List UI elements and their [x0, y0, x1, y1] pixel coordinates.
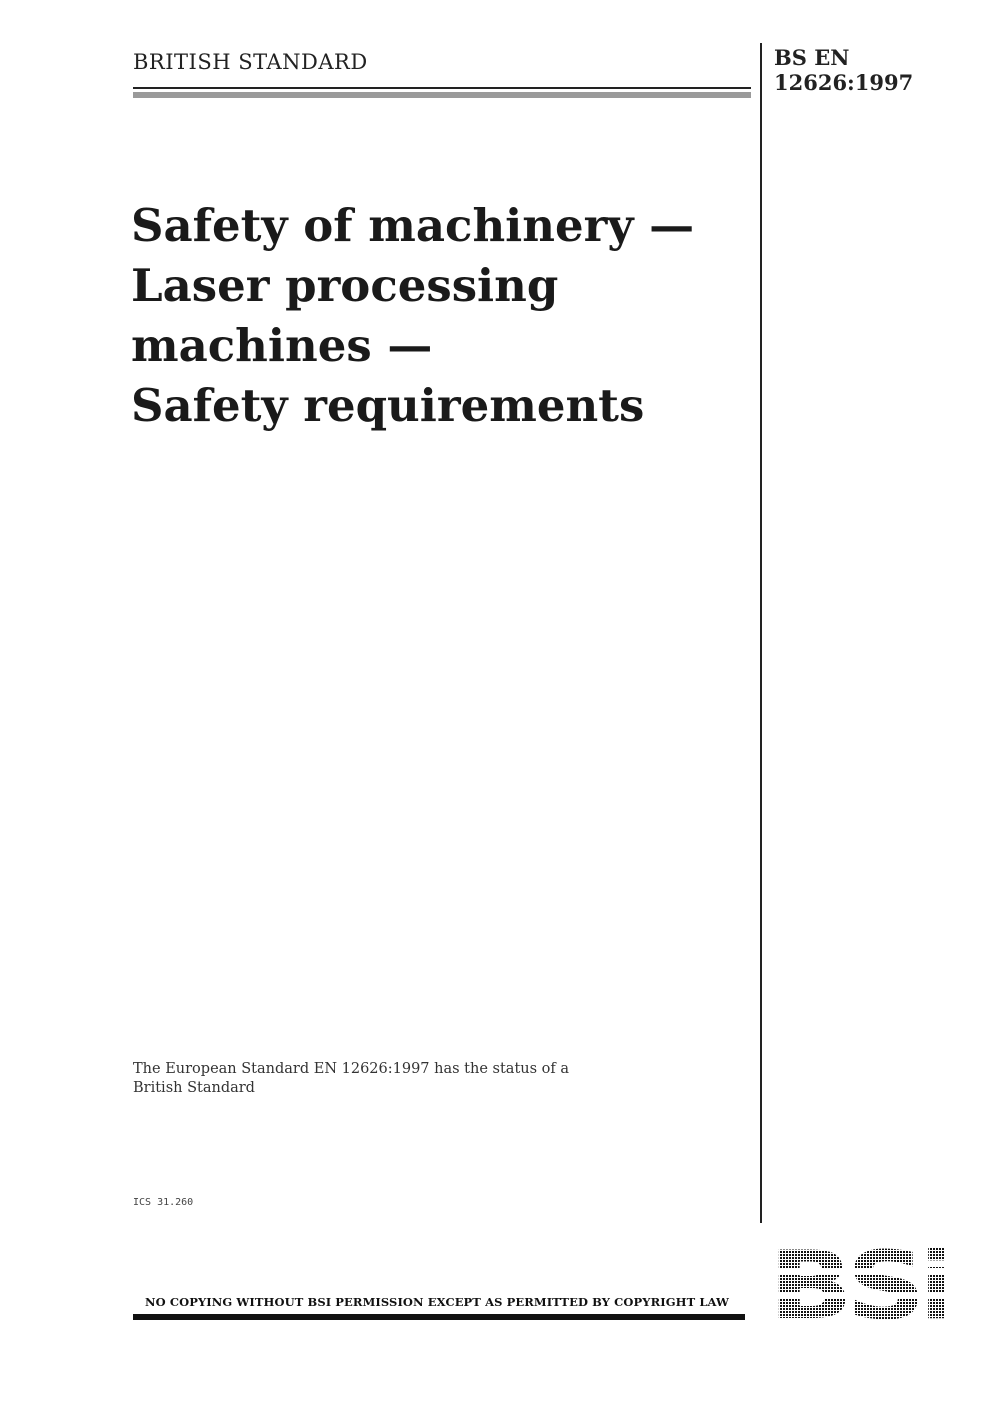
header-rule-thin: [133, 87, 751, 89]
status-line-1: The European Standard EN 12626:1997 has the status of a: [133, 1061, 570, 1077]
footer-rule: [133, 1314, 745, 1320]
copyright-notice: NO COPYING WITHOUT BSI PERMISSION EXCEPT AS PERMITTED BY COPYRIGHT LAW: [145, 1295, 730, 1309]
standard-number-line2: 12626:1997: [774, 70, 914, 95]
ics-code: ICS 31.260: [133, 1197, 194, 1208]
header-rule-thick: [133, 92, 751, 98]
bsi-logo-icon: [771, 1242, 945, 1322]
document-title: [131, 196, 694, 436]
standard-number: [774, 45, 913, 95]
standard-number-line1: BS EN: [774, 45, 850, 70]
title-line-2: Laser processing: [131, 259, 559, 312]
title-line-3: machines —: [131, 319, 433, 372]
title-line-1: Safety of machinery —: [131, 199, 695, 252]
vertical-divider: [760, 43, 762, 1223]
status-statement: [133, 1060, 569, 1098]
title-line-4: Safety requirements: [131, 379, 645, 432]
status-line-2: British Standard: [133, 1080, 255, 1096]
document-type-label: BRITISH STANDARD: [133, 50, 368, 74]
